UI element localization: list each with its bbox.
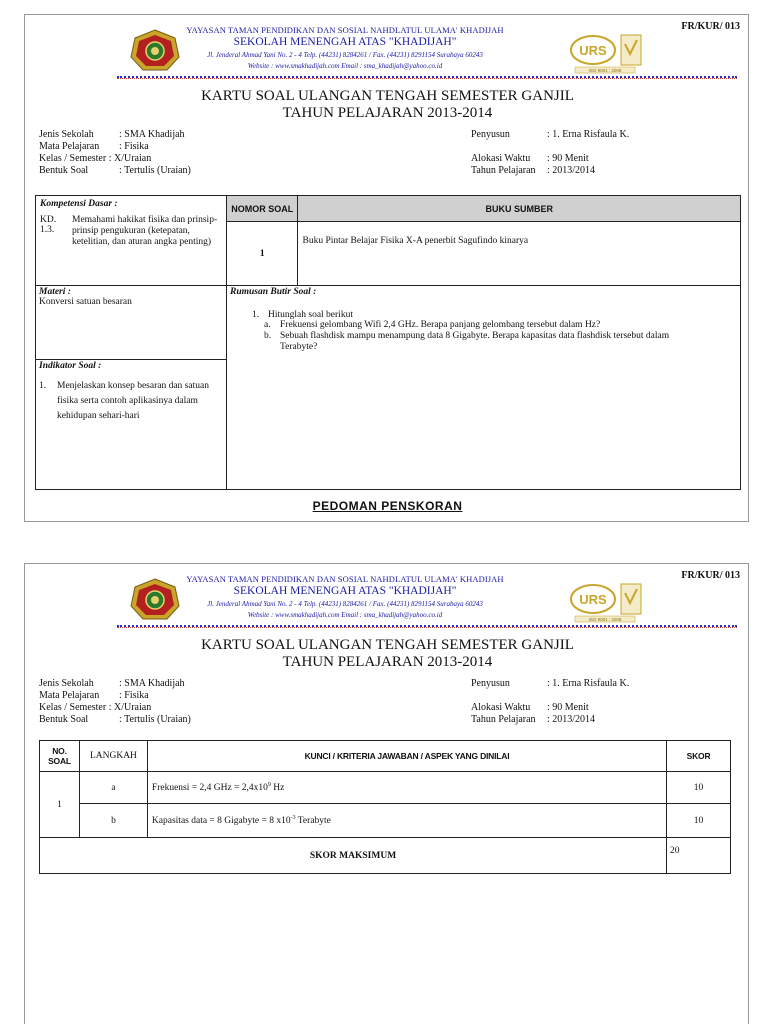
nomor-soal-header: NOMOR SOAL	[227, 196, 298, 222]
pedoman-penskoran-title: PEDOMAN PENSKORAN	[312, 499, 463, 513]
no-soal-value: 1	[40, 772, 80, 838]
school-address: Jl. Jenderal Ahmad Yani No. 2 - 4 Telp. (44231) 8284261 / Fax. (44231) 8291154 Surabaya 60243	[207, 51, 483, 59]
info-tahun-pelajaran: Tahun Pelajaran : 2013/2014	[471, 714, 596, 725]
card-title	[25, 88, 750, 122]
jawaban-b: Kapasitas data = 8 Gigabyte = 8 $x10^{-3}$ Terabyte	[147, 804, 666, 838]
letterhead	[115, 574, 575, 619]
school-address: Jl. Jenderal Ahmad Yani No. 2 - 4 Telp. (44231) 8284261 / Fax. (44231) 8291154 Surabaya 60243	[207, 600, 483, 608]
iso-brand: URS	[579, 43, 607, 58]
langkah-a: a	[79, 772, 147, 804]
foundation-name: YAYASAN TAMAN PENDIDIKAN DAN SOSIAL NAHDLATUL ULAMA' KHADIJAH	[186, 25, 504, 35]
info-mata-pelajaran: Mata Pelajaran : Fisika	[39, 690, 149, 701]
scoring-table	[39, 740, 731, 874]
kompetensi-label: Kompetensi Dasar :	[40, 199, 118, 209]
info-jenis-sekolah: Jenis Sekolah : SMA Khadijah	[39, 678, 185, 689]
info-bentuk-soal: Bentuk Soal : Tertulis (Uraian)	[39, 165, 191, 176]
iso-certification-icon	[567, 581, 647, 623]
rumusan-sub-a: a. Frekuensi gelombang Wifi 2,4 GHz. Berapa panjang gelombang tersebut dalam Hz?	[264, 320, 601, 330]
info-penyusun: Penyusun : 1. Erna Risfaula K.	[471, 129, 630, 140]
title-line-2: TAHUN PELAJARAN 2013-2014	[282, 654, 493, 670]
langkah-b: b	[79, 804, 147, 838]
school-name: SEKOLAH MENENGAH ATAS "KHADIJAH"	[233, 36, 457, 48]
info-mata-pelajaran: Mata Pelajaran : Fisika	[39, 141, 149, 152]
info-right	[471, 678, 629, 726]
school-website: Website : www.smakhadijah.com Email : sma_khadijah@yahoo.co.id	[247, 611, 443, 619]
title-line-1: KARTU SOAL ULANGAN TENGAH SEMESTER GANJIL	[201, 637, 574, 653]
header-kunci: KUNCI / KRITERIA JAWABAN / ASPEK YANG DINILAI	[147, 741, 666, 772]
title-line-2: TAHUN PELAJARAN 2013-2014	[282, 105, 493, 121]
letterhead	[115, 25, 575, 70]
school-website: Website : www.smakhadijah.com Email : sma_khadijah@yahoo.co.id	[247, 62, 443, 70]
rumusan-item-1: 1. Hitunglah soal berikut	[252, 310, 353, 320]
iso-certification-icon	[567, 32, 647, 74]
info-penyusun: Penyusun : 1. Erna Risfaula K.	[471, 678, 630, 689]
info-jenis-sekolah: Jenis Sekolah : SMA Khadijah	[39, 129, 185, 140]
info-left	[39, 678, 191, 726]
info-kelas: Kelas / Semester : X/Uraian	[39, 153, 152, 164]
kartu-soal-table	[35, 195, 741, 490]
skor-maksimum-label: SKOR MAKSIMUM	[40, 838, 667, 874]
info-tahun-pelajaran: Tahun Pelajaran : 2013/2014	[471, 165, 596, 176]
kompetensi-dasar-cell	[36, 196, 227, 286]
pedoman-page	[24, 563, 749, 1024]
indikator-label: Indikator Soal :	[39, 361, 102, 371]
buku-sumber-value: Buku Pintar Belajar Fisika X-A penerbit Sagufindo kinarya	[298, 222, 741, 286]
skor-maksimum-value: 20	[667, 838, 731, 874]
header-langkah: LANGKAH	[79, 741, 147, 772]
header-skor: SKOR	[667, 741, 731, 772]
info-bentuk-soal: Bentuk Soal : Tertulis (Uraian)	[39, 714, 191, 725]
jawaban-a: Frekuensi = 2,4 GHz = $2,4x10^9$ Hz	[147, 772, 666, 804]
materi-value: Konversi satuan besaran	[39, 297, 132, 307]
kd-text: Memahami hakikat fisika dan prinsip-prinsip pengukuran (ketepatan, ketelitian, dan aturan angka penting)	[72, 215, 218, 247]
info-left	[39, 129, 191, 177]
foundation-name: YAYASAN TAMAN PENDIDIKAN DAN SOSIAL NAHDLATUL ULAMA' KHADIJAH	[186, 574, 504, 584]
card-title	[25, 637, 750, 671]
rumusan-cell	[227, 286, 741, 490]
buku-sumber-header: BUKU SUMBER	[298, 196, 741, 222]
skor-a: 10	[667, 772, 731, 804]
info-alokasi-waktu: Alokasi Waktu : 90 Menit	[471, 153, 589, 164]
materi-label: Materi :	[39, 287, 71, 297]
letterhead-divider	[117, 625, 737, 628]
info-kelas: Kelas / Semester : X/Uraian	[39, 702, 152, 713]
info-right	[471, 129, 629, 177]
title-line-1: KARTU SOAL ULANGAN TENGAH SEMESTER GANJIL	[201, 88, 574, 104]
school-name: SEKOLAH MENENGAH ATAS "KHADIJAH"	[233, 585, 457, 597]
letterhead-divider	[117, 76, 737, 79]
form-code: FR/KUR/ 013	[681, 570, 740, 581]
header-no-soal: NO. SOAL	[40, 741, 80, 772]
nomor-soal-value: 1	[227, 222, 298, 286]
rumusan-label: Rumusan Butir Soal :	[230, 287, 317, 297]
materi-cell	[36, 286, 227, 360]
kd-number: KD. 1.3.	[40, 215, 57, 235]
rumusan-sub-b: b. Sebuah flashdisk mampu menampung data 8 Gigabyte. Berapa kapasitas data flashdisk tersebut dalam Terabyte?	[264, 331, 670, 352]
iso-brand: URS	[579, 592, 607, 607]
indikator-cell	[36, 360, 227, 490]
indikator-item: 1. Menjelaskan konsep besaran dan satuan fisika serta contoh aplikasinya dalam kehidupan sehari-hari	[39, 381, 209, 421]
iso-text: ISO 9001 : 2008	[588, 68, 622, 73]
iso-text: ISO 9001 : 2008	[588, 617, 622, 622]
kartu-soal-page	[24, 14, 749, 522]
form-code: FR/KUR/ 013	[681, 21, 740, 32]
skor-b: 10	[667, 804, 731, 838]
info-alokasi-waktu: Alokasi Waktu : 90 Menit	[471, 702, 589, 713]
